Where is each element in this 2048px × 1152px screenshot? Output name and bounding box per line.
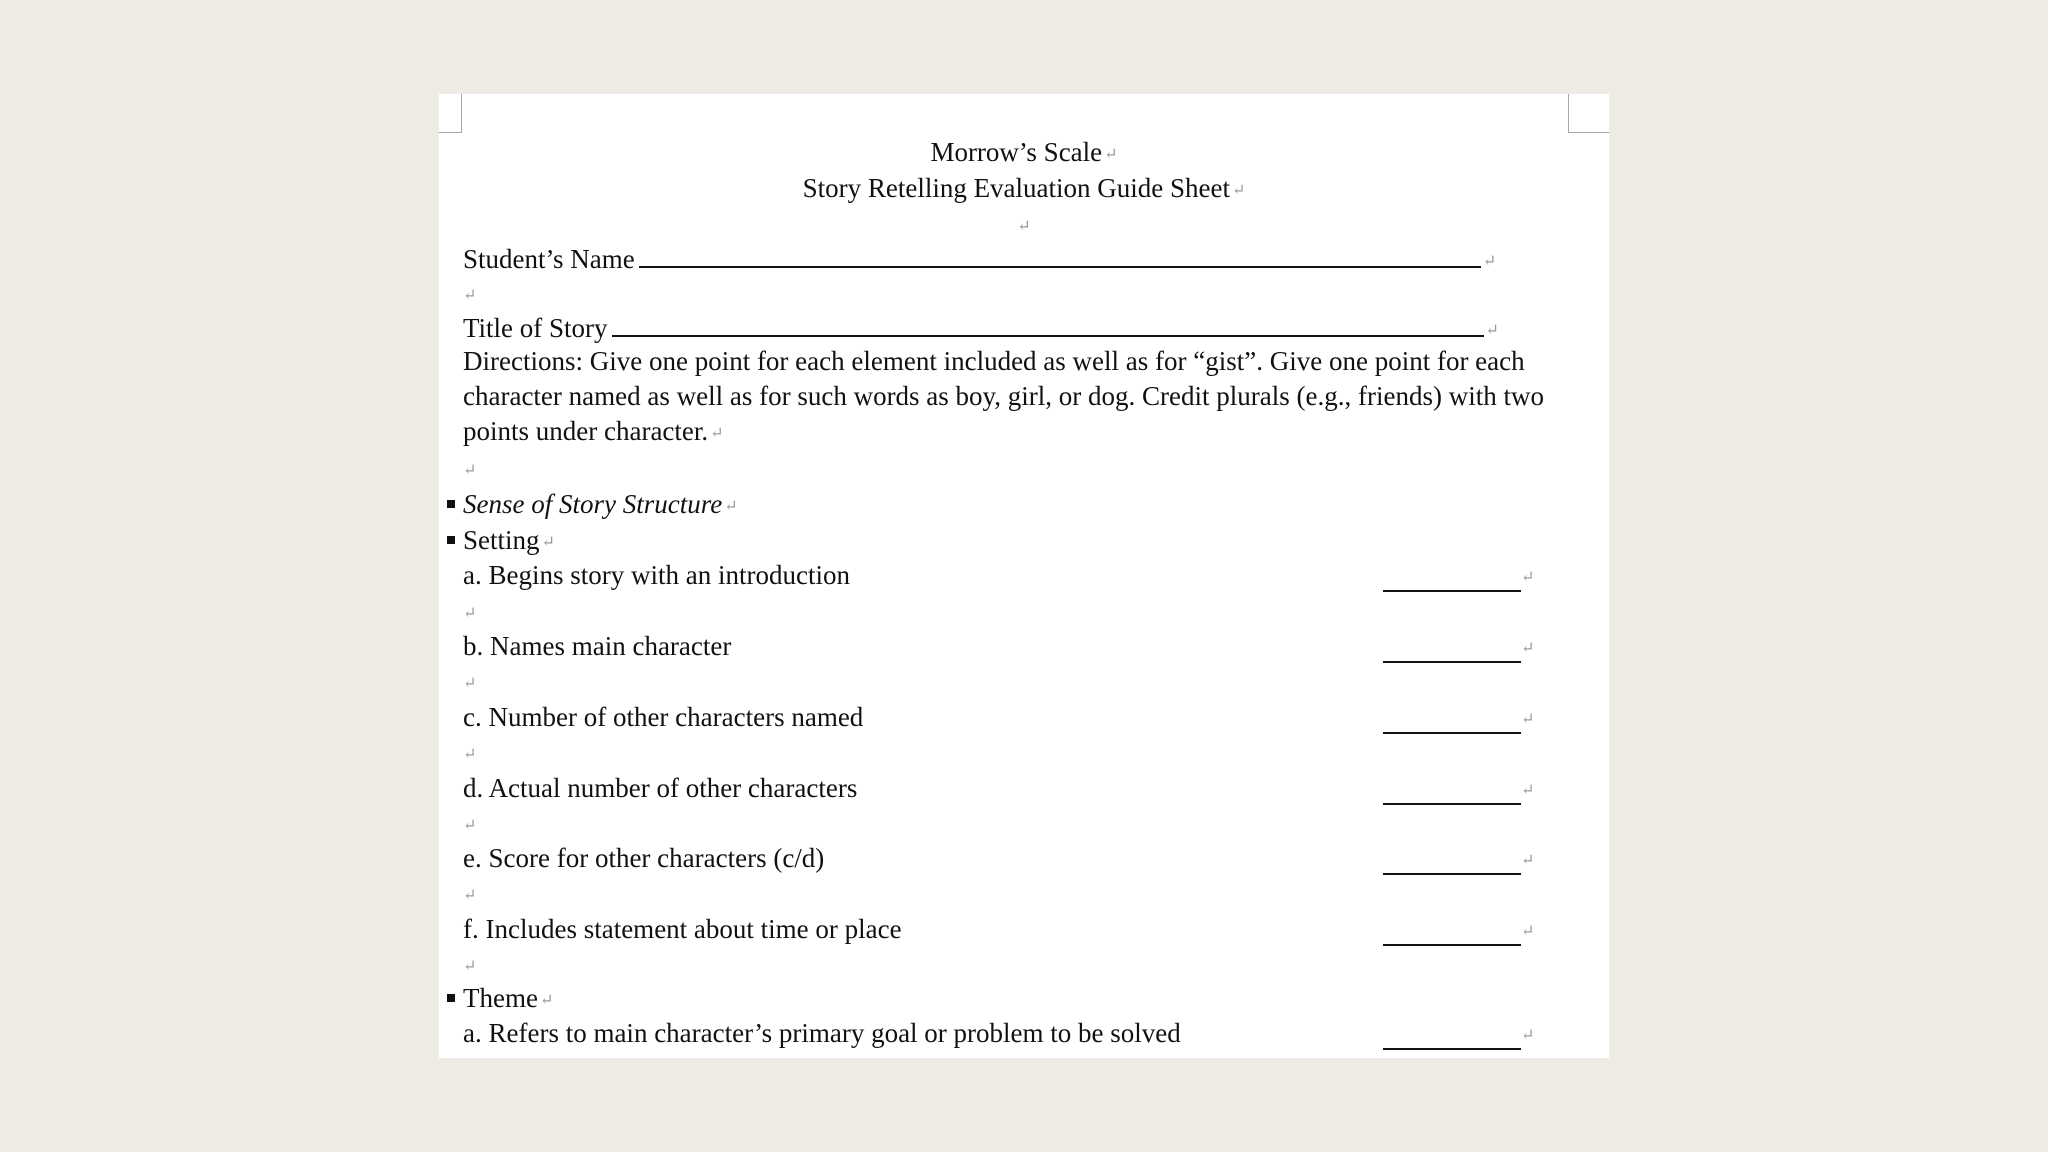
list-item: d. Actual number of other characters	[463, 773, 858, 803]
empty-paragraph	[463, 734, 476, 775]
paragraph-mark-icon: ↵	[463, 817, 477, 834]
doc-subtitle: Story Retelling Evaluation Guide Sheet	[802, 173, 1231, 203]
story-title-label: Title of Story	[463, 313, 608, 343]
paragraph-mark-icon: ↵	[541, 534, 555, 551]
paragraph-mark-icon: ↵	[1232, 182, 1246, 199]
paragraph-mark-icon: ↵	[1104, 146, 1118, 163]
list-item: a. Refers to main character’s primary goal or problem to be solved	[463, 1018, 1181, 1048]
student-name-label: Student’s Name	[463, 244, 635, 274]
empty-paragraph	[463, 450, 476, 491]
doc-title: Morrow’s Scale	[930, 137, 1103, 167]
paragraph-mark-icon: ↵	[463, 605, 477, 622]
doc-title-line	[439, 134, 1609, 175]
story-title-field[interactable]	[612, 309, 1484, 337]
paragraph-mark-icon: ↵	[1521, 852, 1535, 869]
list-item: e. Score for other characters (c/d)	[463, 843, 825, 873]
empty-paragraph	[463, 875, 476, 916]
directions-paragraph	[463, 344, 1583, 453]
paragraph-mark-icon: ↵	[463, 887, 477, 904]
paragraph-mark-icon: ↵	[1521, 923, 1535, 940]
paragraph-mark-icon: ↵	[463, 675, 477, 692]
paragraph-mark-icon: ↵	[1521, 1027, 1535, 1044]
score-blank[interactable]	[1383, 659, 1521, 663]
paragraph-mark-icon: ↵	[463, 287, 477, 304]
paragraph-mark-icon: ↵	[1521, 711, 1535, 728]
list-item: c. Number of other characters named	[463, 702, 864, 732]
paragraph-mark-icon: ↵	[1521, 782, 1535, 799]
crop-mark-top-right	[1568, 94, 1609, 133]
doc-subtitle-line	[439, 170, 1609, 211]
document-page	[439, 94, 1609, 1058]
directions-text: Directions: Give one point for each element included as well as for “gist”. Give one point for each character named as well as for such words as boy, girl, or dog. Credit plurals (e.g., friends) with two points under character.	[463, 346, 1544, 446]
student-name-row	[463, 240, 1496, 282]
bullet-icon	[447, 500, 455, 508]
crop-mark-top-left	[439, 94, 462, 133]
section-heading-theme: Theme ↵	[463, 983, 554, 1013]
score-blank[interactable]	[1383, 730, 1521, 734]
paragraph-mark-icon: ↵	[463, 958, 477, 975]
bullet-icon	[447, 994, 455, 1002]
bullet-icon	[447, 536, 455, 544]
paragraph-mark-icon: ↵	[463, 746, 477, 763]
paragraph-mark-icon: ↵	[1485, 322, 1499, 339]
paragraph-mark-icon: ↵	[1521, 569, 1535, 586]
paragraph-mark-icon: ↵	[539, 992, 554, 1009]
student-name-field[interactable]	[639, 240, 1481, 268]
score-blank[interactable]	[1383, 588, 1521, 592]
paragraph-mark-icon: ↵	[710, 425, 724, 442]
section-heading-story-structure: Sense of Story Structure ↵	[463, 489, 738, 519]
paragraph-mark-icon: ↵	[1017, 218, 1031, 235]
score-blank[interactable]	[1383, 801, 1521, 805]
paragraph-mark-icon: ↵	[1521, 640, 1535, 657]
score-blank[interactable]	[1383, 1046, 1521, 1050]
score-blank[interactable]	[1383, 942, 1521, 946]
paragraph-mark-icon: ↵	[724, 498, 738, 515]
section-heading-setting: Setting ↵	[463, 525, 555, 555]
paragraph-mark-icon: ↵	[1482, 253, 1497, 270]
empty-paragraph	[463, 663, 476, 704]
score-blank[interactable]	[1383, 871, 1521, 875]
list-item: b. Names main character	[463, 631, 732, 661]
paragraph-mark-icon: ↵	[463, 462, 477, 479]
list-item: a. Begins story with an introduction	[463, 560, 850, 590]
list-item: f. Includes statement about time or place	[463, 914, 902, 944]
